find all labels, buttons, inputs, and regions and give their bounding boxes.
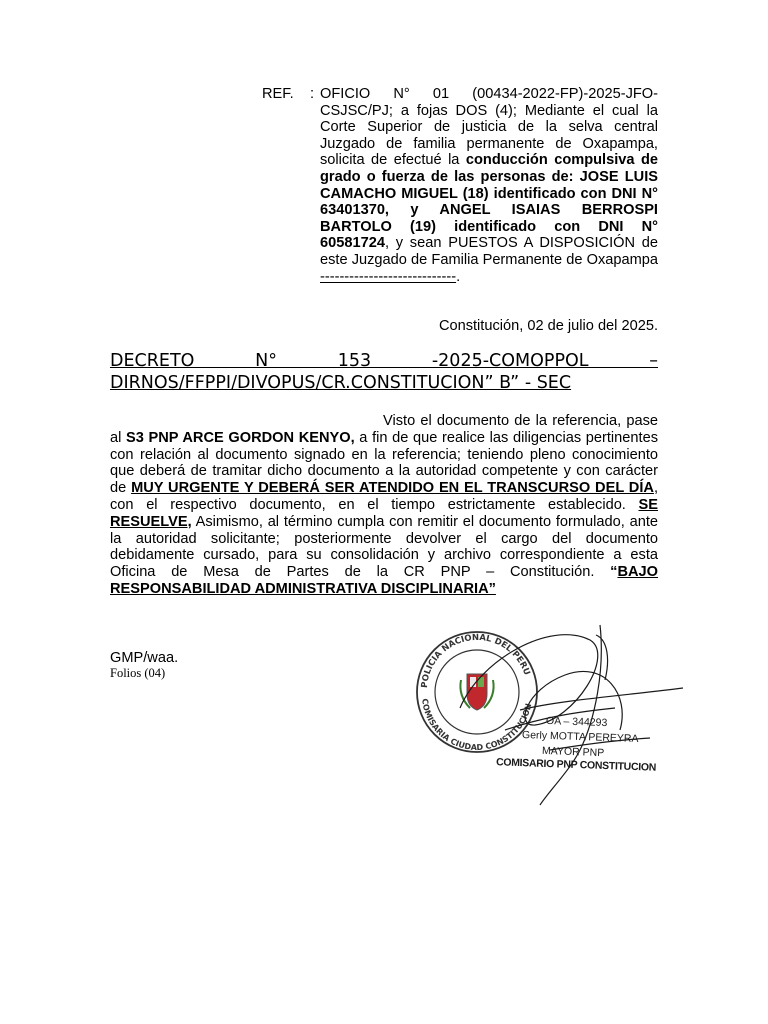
body-responsibility: BAJO RESPONSABILIDAD ADMINISTRATIVA DISCIPLINARIA” bbox=[110, 564, 658, 597]
ref-end: . bbox=[456, 268, 461, 285]
folios-count: Folios (04) bbox=[110, 666, 166, 680]
seal-ring-bottom: COMISARIA CIUDAD CONSTITUCION bbox=[420, 698, 534, 753]
body-resolves: SE RESUELVE, bbox=[110, 496, 658, 530]
ref-text-bold: conducción compulsiva de grado o fuerza de las personas de: JOSE LUIS CAMACHO MIGUEL (18) identificado con DNI N° 63401370, y ANGEL ISAIAS BERROSPI BARTOLO (19) identificado con DNI N° 60581724 bbox=[320, 152, 658, 252]
signer-rank: MAYOR PNP bbox=[541, 744, 605, 760]
decree-title bbox=[110, 350, 658, 394]
ref-dashes: ---------------------------- bbox=[320, 268, 457, 285]
body-text-2: a fin de que realice las diligencias pertinentes con relación al documento signado en la referencia; teniendo pleno conocimiento que deberá de tramitar dicho documento a la autoridad competente y con carácter de bbox=[110, 429, 658, 497]
seal-ring-top: POLICIA NACIONAL DEL PERU bbox=[419, 632, 532, 689]
signer-code: OA – 344293 bbox=[545, 714, 608, 730]
body-officer-name: S3 PNP ARCE GORDON KENYO, bbox=[126, 429, 355, 446]
body-urgent-note: MUY URGENTE Y DEBERÁ SER ATENDIDO EN EL TRANSCURSO DEL DÍA bbox=[131, 480, 654, 497]
decree-title-line2: DIRNOS/FFPPI/DIVOPUS/CR.CONSTITUCION” B” - SEC bbox=[110, 373, 572, 393]
ref-label bbox=[262, 86, 320, 103]
reference-block bbox=[262, 86, 658, 285]
ref-colon: : bbox=[310, 86, 315, 102]
ref-text-part2: , y sean PUESTOS A DISPOSICIÓN de este Juzgado de Familia Permanente de Oxapampa bbox=[320, 235, 658, 268]
decree-body bbox=[110, 413, 658, 598]
body-text-1: Visto el documento de la referencia, pase al bbox=[110, 413, 658, 446]
body-text-4: Asimismo, al término cumpla con remitir el documento formulado, ante la autoridad solicitante; posteriormente devolver el cargo del documento debidamente cursado, para su consolidación y archivo correspondiente a esta Oficina de Mesa de Partes de la CR PNP – Constitución. bbox=[110, 513, 658, 581]
document-date: Constitución, 02 de julio del 2025. bbox=[438, 318, 658, 334]
decree-title-line1: DECRETO N° 153 -2025-COMOPPOL – bbox=[110, 351, 658, 371]
body-open-quote: “ bbox=[610, 564, 618, 581]
ref-text-part1: OFICIO N° 01 (00434-2022-FP)-2025-JFO-CSJSC/PJ; a fojas DOS (4); Mediante el cual la Corte Superior de justicia de la selva central Juzgado de familia permanente de Oxapampa, solicita de efectué la bbox=[320, 86, 658, 169]
coat-of-arms-icon bbox=[460, 674, 493, 710]
seal-and-signature bbox=[400, 600, 700, 820]
police-seal-graphic bbox=[400, 600, 700, 820]
initials: GMP/waa. bbox=[110, 650, 179, 666]
signer-name: Gerly MOTTA PEREYRA bbox=[521, 728, 639, 746]
body-text-3: , con el respectivo documento, en el tiempo estrictamente establecido. bbox=[110, 480, 658, 513]
ref-label-text: REF. bbox=[262, 86, 294, 102]
signer-position: COMISARIO PNP CONSTITUCION bbox=[495, 756, 657, 774]
seal-stamp bbox=[417, 632, 537, 752]
ref-text bbox=[320, 86, 658, 285]
